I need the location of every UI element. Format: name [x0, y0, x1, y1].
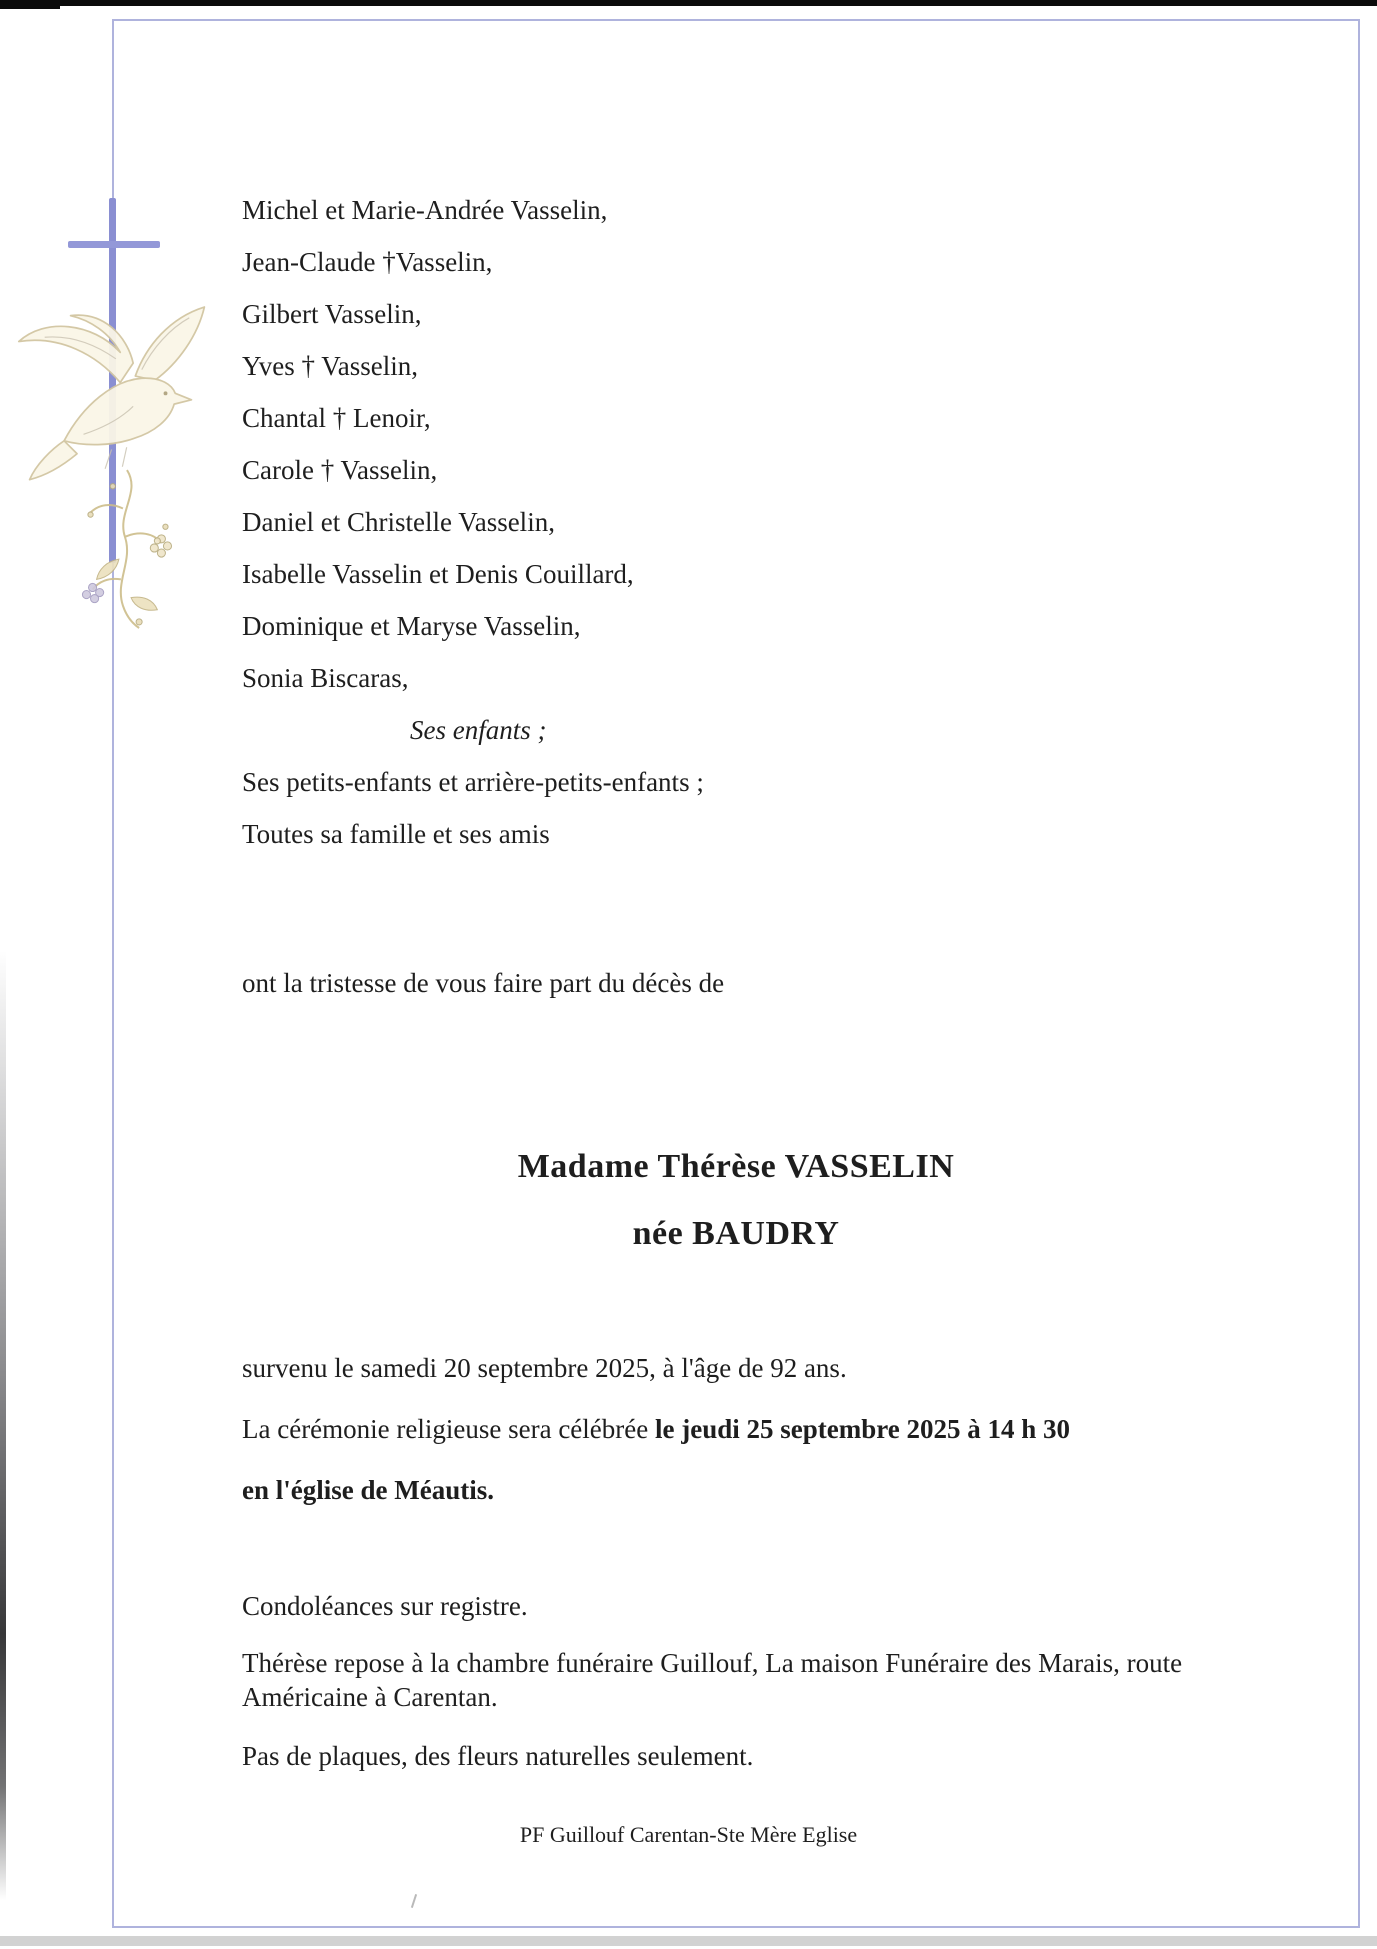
family-name-line: Dominique et Maryse Vasselin,: [242, 611, 581, 641]
floral-sprig-icon: [68, 468, 190, 630]
scan-edge-left: [0, 950, 6, 1900]
family-name-line: Carole † Vasselin,: [242, 455, 438, 485]
maiden-name: née BAUDRY: [632, 1215, 840, 1252]
grandchildren-line: Ses petits-enfants et arrière-petits-enfants ;: [242, 767, 704, 797]
ceremony-datetime: le jeudi 25 septembre 2025 à 14 h 30: [655, 1414, 1070, 1444]
family-name-line: Isabelle Vasselin et Denis Couillard,: [242, 559, 634, 589]
scan-edge-top: [0, 0, 1377, 6]
scan-edge-top-left: [0, 0, 60, 9]
children-label: Ses enfants ;: [410, 715, 547, 745]
condolences-line: Condoléances sur registre.: [242, 1591, 528, 1621]
footer-funeral-home: PF Guillouf Carentan-Ste Mère Eglise: [519, 1822, 858, 1847]
ceremony-prefix: La cérémonie religieuse sera célébrée: [242, 1414, 655, 1444]
family-name-line: Yves † Vasselin,: [242, 351, 419, 381]
announcement-intro: ont la tristesse de vous faire part du décès de: [242, 968, 725, 998]
family-name-line: Gilbert Vasselin,: [242, 299, 422, 329]
family-name-line: Daniel et Christelle Vasselin,: [242, 507, 555, 537]
dove-icon: [8, 298, 213, 493]
flowers-line: Pas de plaques, des fleurs naturelles seulement.: [242, 1741, 754, 1771]
family-name-line: Michel et Marie-Andrée Vasselin,: [242, 195, 608, 225]
cross-icon-bar: [68, 241, 160, 248]
family-name-line: Jean-Claude †Vasselin,: [242, 247, 493, 277]
ceremony-line: [242, 1412, 1070, 1446]
scan-edge-bottom: [0, 1936, 1377, 1946]
church-line: en l'église de Méautis.: [242, 1475, 494, 1505]
family-names-list: [242, 184, 704, 860]
family-name-line: Sonia Biscaras,: [242, 663, 409, 693]
family-name-line: Chantal † Lenoir,: [242, 403, 431, 433]
family-friends-line: Toutes sa famille et ses amis: [242, 819, 550, 849]
repose-line: Thérèse repose à la chambre funéraire Guillouf, La maison Funéraire des Marais, route Américaine à Carentan.: [242, 1648, 1183, 1712]
deceased-name: Madame Thérèse VASSELIN: [517, 1148, 955, 1185]
death-date-line: survenu le samedi 20 septembre 2025, à l'âge de 92 ans.: [242, 1353, 847, 1383]
